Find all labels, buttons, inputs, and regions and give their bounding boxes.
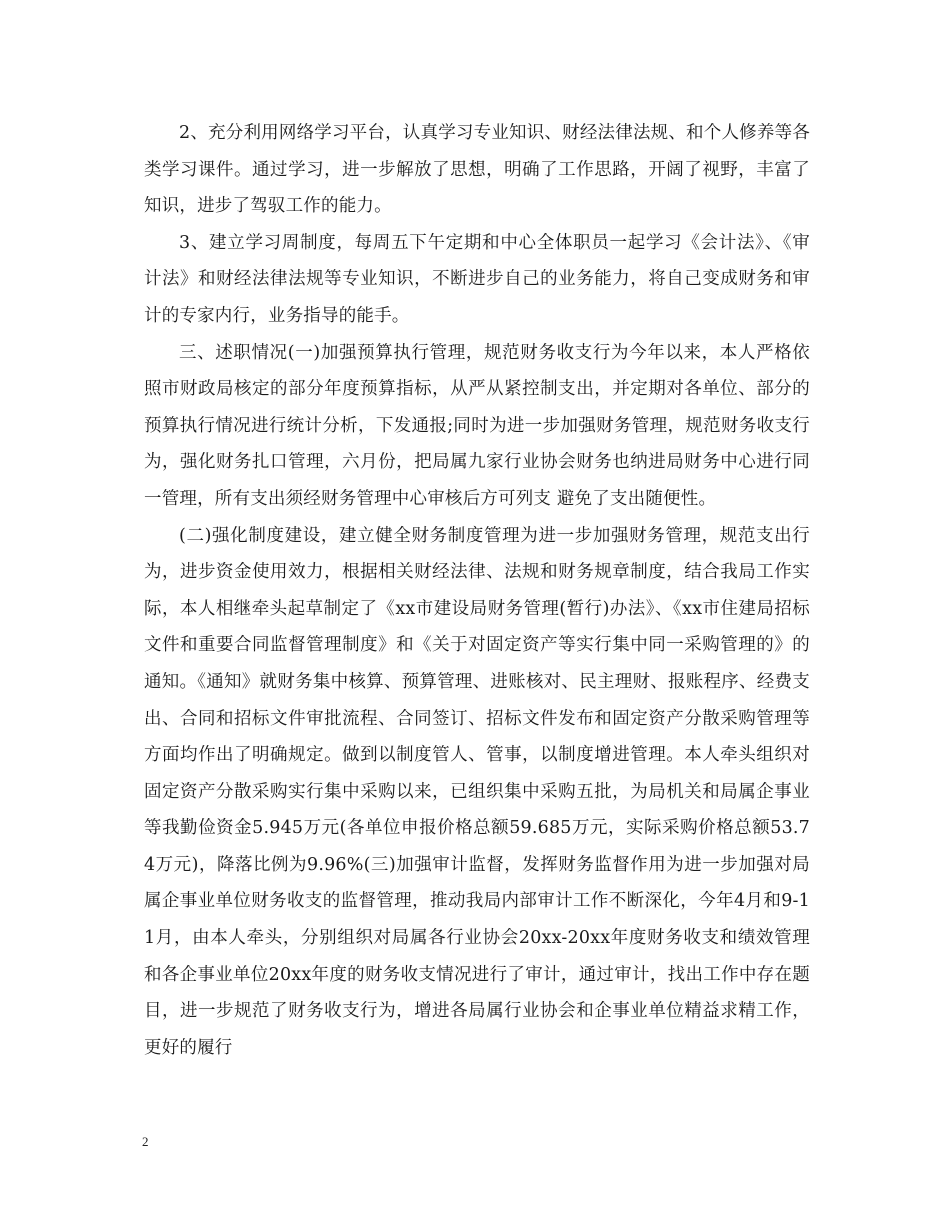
paragraph-budget-management: 三、述职情况(一)加强预算执行管理，规范财务收支行为今年以来，本人严格依照市财政局核定的部分年度预算指标，从严从紧控制支出，并定期对各单位、部分的预算执行情况进行统计分析，下发通报;同时为进一步加强财务管理，规范财务收支行为，强化财务扎口管理，六月份，把局属九家行业协会财务也纳进局财务中心进行同一管理，所有支出须经财务管理中心审核后方可列支 避免了支出随便性。 [144,342,810,509]
document-body [144,115,810,1066]
paragraph-study-platform: 2、充分利用网络学习平台，认真学习专业知识、财经法律法规、和个人修养等各类学习课件。通过学习，进一步解放了思想，明确了工作思路，开阔了视野，丰富了知识，进步了驾驭工作的能力。 [144,123,810,217]
paragraph-system-construction: (二)强化制度建设，建立健全财务制度管理为进一步加强财务管理，规范支出行为，进步资金使用效力，根据相关财经法律、法规和财务规章制度，结合我局工作实际，本人相继牵头起草制定了《xx市建设局财务管理(暂行)办法》、《xx市住建局招标文件和重要合同监督管理制度》和《关于对固定资产等实行集中同一采购管理的》的通知。《通知》就财务集中核算、预算管理、进账核对、民主理财、报账程序、经费支出、合同和招标文件审批流程、合同签订、招标文件发布和固定资产分散采购管理等方面均作出了明确规定。做到以制度管人、管事，以制度增进管理。本人牵头组织对固定资产分散采购实行集中采购以来，已组织集中采购五批，为局机关和局属企事业等我勤俭资金5.945万元(各单位申报价格总额59.685万元，实际采购价格总额53.74万元)，降落比例为9.96%(三)加强审计监督，发挥财务监督作用为进一步加强对局属企事业单位财务收支的监督管理，推动我局内部审计工作不断深化，今年4月和9-11月，由本人牵头，分别组织对局属各行业协会20xx-20xx年度财务收支和绩效管理和各企事业单位20xx年度的财务收支情况进行了审计，通过审计，找出工作中存在题目，进一步规范了财务收支行为，增进各局属行业协会和企事业单位精益求精工作，更好的履行 [144,525,810,1058]
paragraph-study-week: 3、建立学习周制度，每周五下午定期和中心全体职员一起学习《会计法》、《审计法》和财经法律法规等专业知识，不断进步自己的业务能力，将自己变成财务和审计的专家内行，业务指导的能手。 [144,232,810,326]
page-number: 2 [142,1134,149,1149]
